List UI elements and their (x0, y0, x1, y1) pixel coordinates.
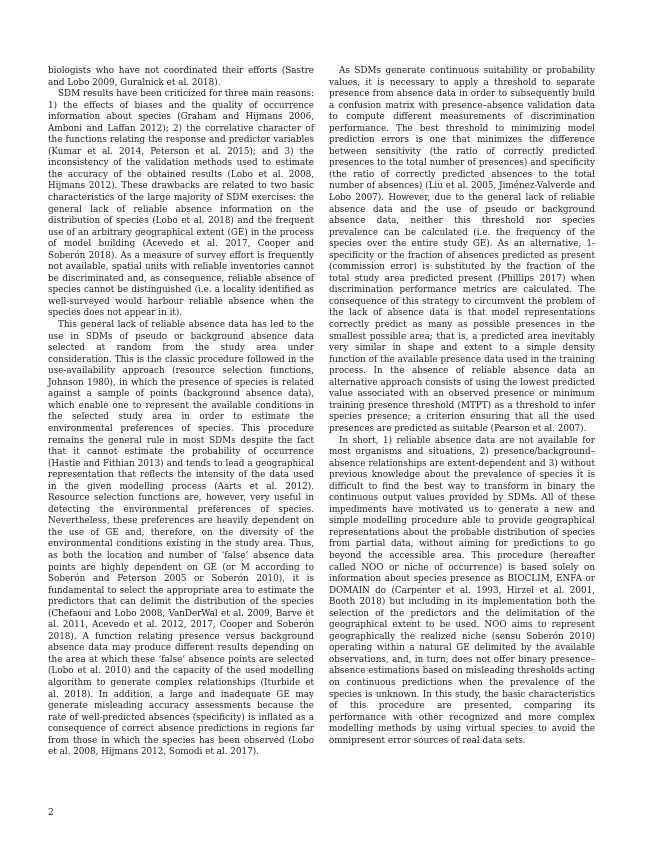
left-column (48, 66, 314, 759)
right-column (329, 66, 595, 747)
paragraph: SDM results have been criticized for three main reasons: 1) the effects of biases and the quality of occurrence information about species (Graham and Hijmans 2006, Amboni and Laffan 2012); 2) the correlative character of the functions relating the response and predictor variables (Kumar et al. 2014, Peterson et al. 2015); and 3) the inconsistency of the validation methods used to estimate the accuracy of the obtained results (Lobo et al. 2008, Hijmans 2012). These drawbacks are related to two basic characteristics of the large majority of SDM exercises: the general lack of reliable absence information on the distribution of species (Lobo et al. 2018) and the frequent use of an arbitrary geographical extent (GE) in the process of model building (Acevedo et al. 2017, Cooper and Soberón 2018). As a measure of survey effort is frequently not available, spatial units with reliable inventories cannot be discriminated and, as consequence, reliable absence of species cannot be distinguished (i.e. a locality identified as well-surveyed would harbour reliable absence when the species does not appear in it). (48, 89, 314, 319)
page-number: 2 (48, 808, 54, 818)
paragraph: As SDMs generate continuous suitability or probability values, it is necessary to apply a threshold to separate presence from absence data in order to subsequently build a confusion matrix with presence–absence validation data to compute different measurements of discrimination performance. The best threshold to minimizing model prediction errors is one that minimizes the difference between sensitivity (the ratio of correctly predicted presences to the total number of presences) and specificity (the ratio of correctly predicted absences to the total number of absences) (Liu et al. 2005, Jiménez-Valverde and Lobo 2007). However, due to the general lack of reliable absence data and the use of pseudo or background absence data, neither this threshold nor species prevalence can be calculated (i.e. the frequency of the species over the entire study GE). As an alternative, 1-specificity or the fraction of absences predicted as present (commission error) is substituted by the fraction of the total study area predicted present (Phillips 2017) when discrimination performance metrics are calculated. The consequence of this strategy to circumvent the problem of the lack of absence data is that model representations correctly predict as many as possible presences in the smallest possible area; that is, a predicted area inevitably very similar in shape and extent to a simple density function of the available presence data used in the training process. In the absence of reliable absence data an alternative approach consists of using the lowest predicted value associated with an observed presence or minimum training presence threshold (MTPT) as a threshold to infer species presence; a criterion ensuring that all the used presences are predicted as suitable (Pearson et al. 2007). (329, 66, 595, 434)
paragraph: This general lack of reliable absence data has led to the use in SDMs of pseudo or background absence data selected at random from the study area under consideration. This is the classic procedure followed in the use-availability approach (resource selection functions, Johnson 1980), in which the presence of species is related against a sample of points (background absence data), which enable one to represent the available conditions in the selected study area in order to estimate the environmental preferences of species. This procedure remains the general rule in most SDMs despite the fact that it cannot estimate the probability of occurrence (Hastie and Fithian 2013) and tends to lead a geographical representation that reflects the intensity of the data used in the given modelling process (Aarts et al. 2012). Resource selection functions are, however, very useful in detecting the environmental preferences of species. Nevertheless, these preferences are heavily dependent on the use of GE and, therefore, on the diversity of the environmental conditions existing in the study area. Thus, as both the location and number of ‘false’ absence data points are highly dependent on GE (or M according to Soberón and Peterson 2005 or Soberón 2010), it is fundamental to select the appropriate area to estimate the predictors that can delimit the distribution of the species (Chefaoui and Lobo 2008, VanDerWal et al. 2009, Barve et al. 2011, Acevedo et al. 2012, 2017, Cooper and Soberón 2018). A function relating presence versus background absence data may produce different results depending on the area at which these ‘false’ absence points are selected (Lobo et al. 2010) and the capacity of the used modelling algorithm to generate complex relationships (Iturbide et al. 2018). In addition, a large and inadequate GE may generate misleading accuracy assessments because the rate of well-predicted absences (specificity) is inflated as a consequence of correct absence predictions in regions far from those in which the species has been observed (Lobo et al. 2008, Hijmans 2012, Somodi et al. 2017). (48, 320, 314, 758)
paragraph: In short, 1) reliable absence data are not available for most organisms and situations, 2) presence/background–absence relationships are extent-dependent and 3) without previous knowledge about the prevalence of species it is difficult to find the best way to transform in binary the continuous output values provided by SDMs. All of these impediments have motivated us to generate a new and simple modelling procedure able to provide geographical representations about the probable distribution of species from partial data, without aiming for predictions to go beyond the accessible area. This procedure (hereafter called NOO or niche of occurrence) is based solely on information about species presence as BIOCLIM, ENFA or DOMAIN do (Carpenter et al. 1993, Hirzel et al. 2001, Booth 2018) but including in its implementation both the selection of the predictors and the delimitation of the geographical extent to be used. NOO aims to represent geographically the realized niche (sensu Soberón 2010) operating within a natural GE delimited by the available observations, and, in turn, does not offer binary presence–absence estimations based on misleading thresholds acting on continuous predictions when the prevalence of the species is unknown. In this study, the basic characteristics of this procedure are presented, comparing its performance with other recognized and more complex modelling methods by using virtual species to avoid the omnipresent error sources of real data sets. (329, 435, 595, 746)
paragraph: biologists who have not coordinated their efforts (Sastre and Lobo 2009, Guralnick et al. 2018). (48, 66, 314, 88)
